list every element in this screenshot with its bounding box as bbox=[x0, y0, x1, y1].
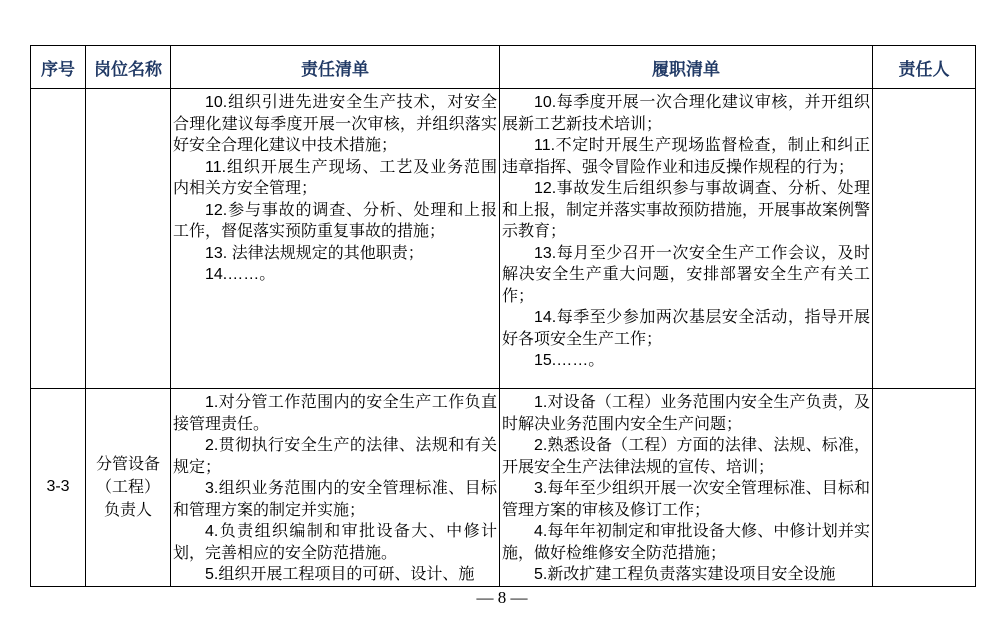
list-item-paragraph: 5.新改扩建工程负责落实建设项目安全设施 bbox=[534, 566, 836, 583]
list-item-paragraph: 14.每季至少参加两次基层安全活动，指导开展好各项安全生产工作； bbox=[502, 309, 870, 348]
list-item-paragraph: 5.组织开展工程项目的可研、设计、施 bbox=[205, 566, 475, 583]
list-item-paragraph: 13. 法律法规规定的其他职责； bbox=[205, 244, 424, 262]
list-item-paragraph: 14.……。 bbox=[205, 266, 276, 283]
header-row bbox=[31, 46, 976, 89]
serial-cell: 3-3 bbox=[31, 389, 86, 587]
list-item-paragraph: 10.每季度开展一次合理化建议审核，并开组织展新工艺新技术培训； bbox=[502, 94, 870, 133]
table-row bbox=[31, 89, 976, 389]
position-line: 分管设备 bbox=[95, 455, 160, 473]
list-item-paragraph: 10.组织引进先进安全生产技术，对安全合理化建议每季度开展一次审核，并组织落实好安全合理化建议中技术措施； bbox=[173, 94, 497, 154]
responsibility-list-cell bbox=[171, 89, 500, 389]
list-item-paragraph: 13.每月至少召开一次安全生产工作会议，及时解决安全生产重大问题，安排部署安全生产有关工作； bbox=[502, 244, 870, 305]
position-line: （工程） bbox=[95, 478, 160, 496]
list-item-paragraph: 3.每年至少组织开展一次安全管理标准、目标和管理方案的审核及修订工作； bbox=[502, 480, 870, 519]
page-number: — 8 — bbox=[476, 588, 528, 607]
col-header-serial: 序号 bbox=[31, 46, 86, 89]
serial-cell bbox=[31, 89, 86, 389]
list-item-paragraph: 12.参与事故的调查、分析、处理和上报工作，督促落实预防重复事故的措施； bbox=[173, 201, 497, 240]
duty-list-cell bbox=[500, 389, 873, 587]
list-item-paragraph: 2.贯彻执行安全生产的法律、法规和有关规定； bbox=[173, 437, 497, 476]
position-cell bbox=[86, 89, 171, 389]
table-row bbox=[31, 389, 976, 587]
list-item-paragraph: 1.对设备（工程）业务范围内安全生产负责，及时解决业务范围内安全生产问题； bbox=[502, 394, 870, 433]
list-item-paragraph: 1.对分管工作范围内的安全生产工作负直接管理责任。 bbox=[173, 394, 497, 433]
list-item-paragraph: 11.组织开展生产现场、工艺及业务范围内相关方安全管理； bbox=[173, 158, 497, 197]
list-item-paragraph: 2.熟悉设备（工程）方面的法律、法规、标准，开展安全生产法律法规的宣传、培训； bbox=[502, 437, 870, 476]
position-cell bbox=[86, 389, 171, 587]
col-header-duty-list: 履职清单 bbox=[500, 46, 873, 89]
duty-list-cell bbox=[500, 89, 873, 389]
duty-table bbox=[30, 45, 976, 587]
list-item-paragraph: 12.事故发生后组织参与事故调查、分析、处理和上报，制定并落实事故预防措施，开展事故案例警示教育； bbox=[502, 180, 871, 240]
col-header-responsibility-list: 责任清单 bbox=[171, 46, 500, 89]
responsible-person-cell bbox=[873, 89, 976, 389]
list-item-paragraph: 4.负责组织编制和审批设备大、中修计划，完善相应的安全防范措施。 bbox=[173, 523, 497, 562]
list-item-paragraph: 4.每年年初制定和审批设备大修、中修计划并实施，做好检维修安全防范措施； bbox=[502, 523, 870, 562]
col-header-position: 岗位名称 bbox=[86, 46, 171, 89]
col-header-responsible-person: 责任人 bbox=[873, 46, 976, 89]
list-item-paragraph: 3.组织业务范围内的安全管理标准、目标和管理方案的制定并实施； bbox=[173, 480, 497, 519]
responsible-person-cell bbox=[873, 389, 976, 587]
list-item-paragraph: 15.……。 bbox=[534, 352, 605, 369]
responsibility-list-cell bbox=[171, 389, 500, 587]
list-item-paragraph: 11.不定时开展生产现场监督检查，制止和纠正违章指挥、强令冒险作业和违反操作规程的行为； bbox=[502, 137, 870, 176]
position-line: 负责人 bbox=[103, 501, 152, 519]
